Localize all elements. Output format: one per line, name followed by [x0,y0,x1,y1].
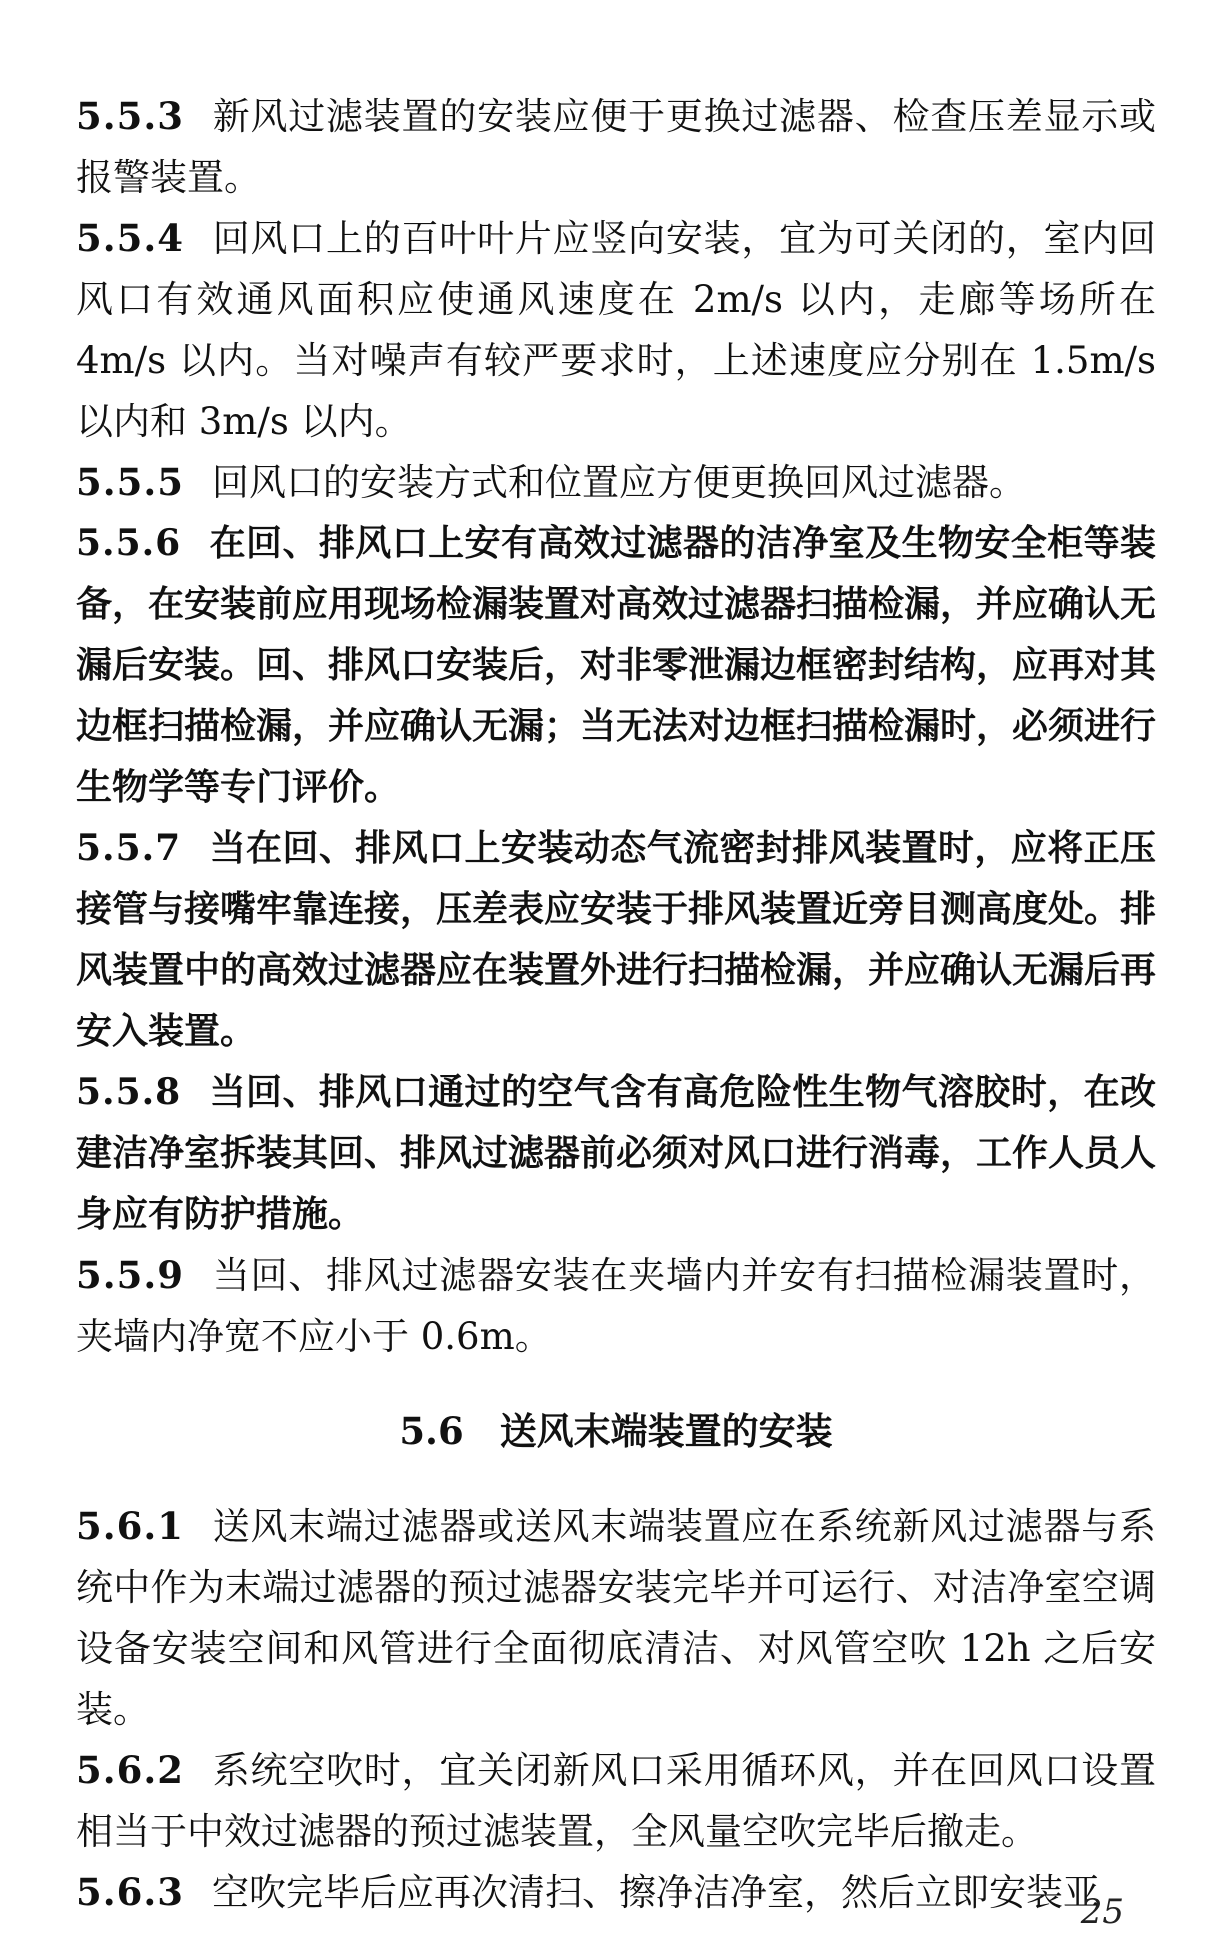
clause-5-6-1 [76,1496,1156,1740]
clause-number: 5.6.2 [76,1748,184,1792]
clause-number: 5.5.7 [76,827,182,869]
clause-5-5-7 [76,818,1156,1062]
clause-5-6-3 [76,1862,1156,1923]
clause-text: 新风过滤装置的安装应便于更换过滤器、检查压差显示或报警装置。 [76,95,1156,199]
clause-text: 当在回、排风口上安装动态气流密封排风装置时，应将正压接管与接嘴牢靠连接，压差表应安装于排风装置近旁目测高度处。排风装置中的高效过滤器应在装置外进行扫描检漏，并应确认无漏后再安入装置。 [76,828,1157,1052]
clause-text: 当回、排风口通过的空气含有高危险性生物气溶胶时，在改建洁净室拆装其回、排风过滤器前必须对风口进行消毒，工作人员人身应有防护措施。 [76,1072,1157,1235]
clause-text: 当回、排风过滤器安装在夹墙内并安有扫描检漏装置时，夹墙内净宽不应小于 0.6m。 [76,1254,1156,1358]
clause-number: 5.5.5 [76,460,184,504]
section-heading-text: 送风末端装置的安装 [499,1410,833,1453]
clause-text: 送风末端过滤器或送风末端装置应在系统新风过滤器与系统中作为末端过滤器的预过滤器安装完毕并可运行、对洁净室空调设备安装空间和风管进行全面彻底清洁、对风管空吹 12h 之后安装。 [76,1505,1156,1731]
section-number: 5.6 [399,1409,464,1453]
clause-5-5-8 [76,1062,1156,1245]
page-number: 25 [1080,1892,1124,1932]
clause-text: 回风口上的百叶叶片应竖向安装，宜为可关闭的，室内回风口有效通风面积应使通风速度在 2m/s 以内，走廊等场所在 4m/s 以内。当对噪声有较严要求时，上述速度应分别在 1.5m/s 以内和 3m/s 以内。 [76,217,1156,443]
clause-number: 5.5.4 [76,216,184,260]
section-heading [76,1401,1156,1462]
clause-number: 5.6.1 [76,1504,184,1548]
clause-5-6-2 [76,1740,1156,1862]
clause-text: 在回、排风口上安有高效过滤器的洁净室及生物安全柜等装备，在安装前应用现场检漏装置对高效过滤器扫描检漏，并应确认无漏后安装。回、排风口安装后，对非零泄漏边框密封结构，应再对其边框扫描检漏，并应确认无漏；当无法对边框扫描检漏时，必须进行生物学等专门评价。 [76,523,1157,808]
document-page [76,86,1156,1923]
clause-number: 5.5.3 [76,94,184,138]
clause-5-5-9 [76,1245,1156,1367]
clause-text: 回风口的安装方式和位置应方便更换回风过滤器。 [212,461,1026,504]
clause-number: 5.5.9 [76,1253,184,1297]
clause-number: 5.5.6 [76,522,182,564]
clause-5-5-3 [76,86,1156,208]
clause-number: 5.6.3 [76,1870,184,1914]
clause-5-5-5 [76,452,1156,513]
clause-text: 系统空吹时，宜关闭新风口采用循环风，并在回风口设置相当于中效过滤器的预过滤装置，全风量空吹完毕后撤走。 [76,1749,1156,1853]
clause-number: 5.5.8 [76,1071,182,1113]
clause-text: 空吹完毕后应再次清扫、擦净洁净室，然后立即安装亚 [212,1871,1100,1914]
clause-5-5-6 [76,513,1156,818]
clause-5-5-4 [76,208,1156,452]
